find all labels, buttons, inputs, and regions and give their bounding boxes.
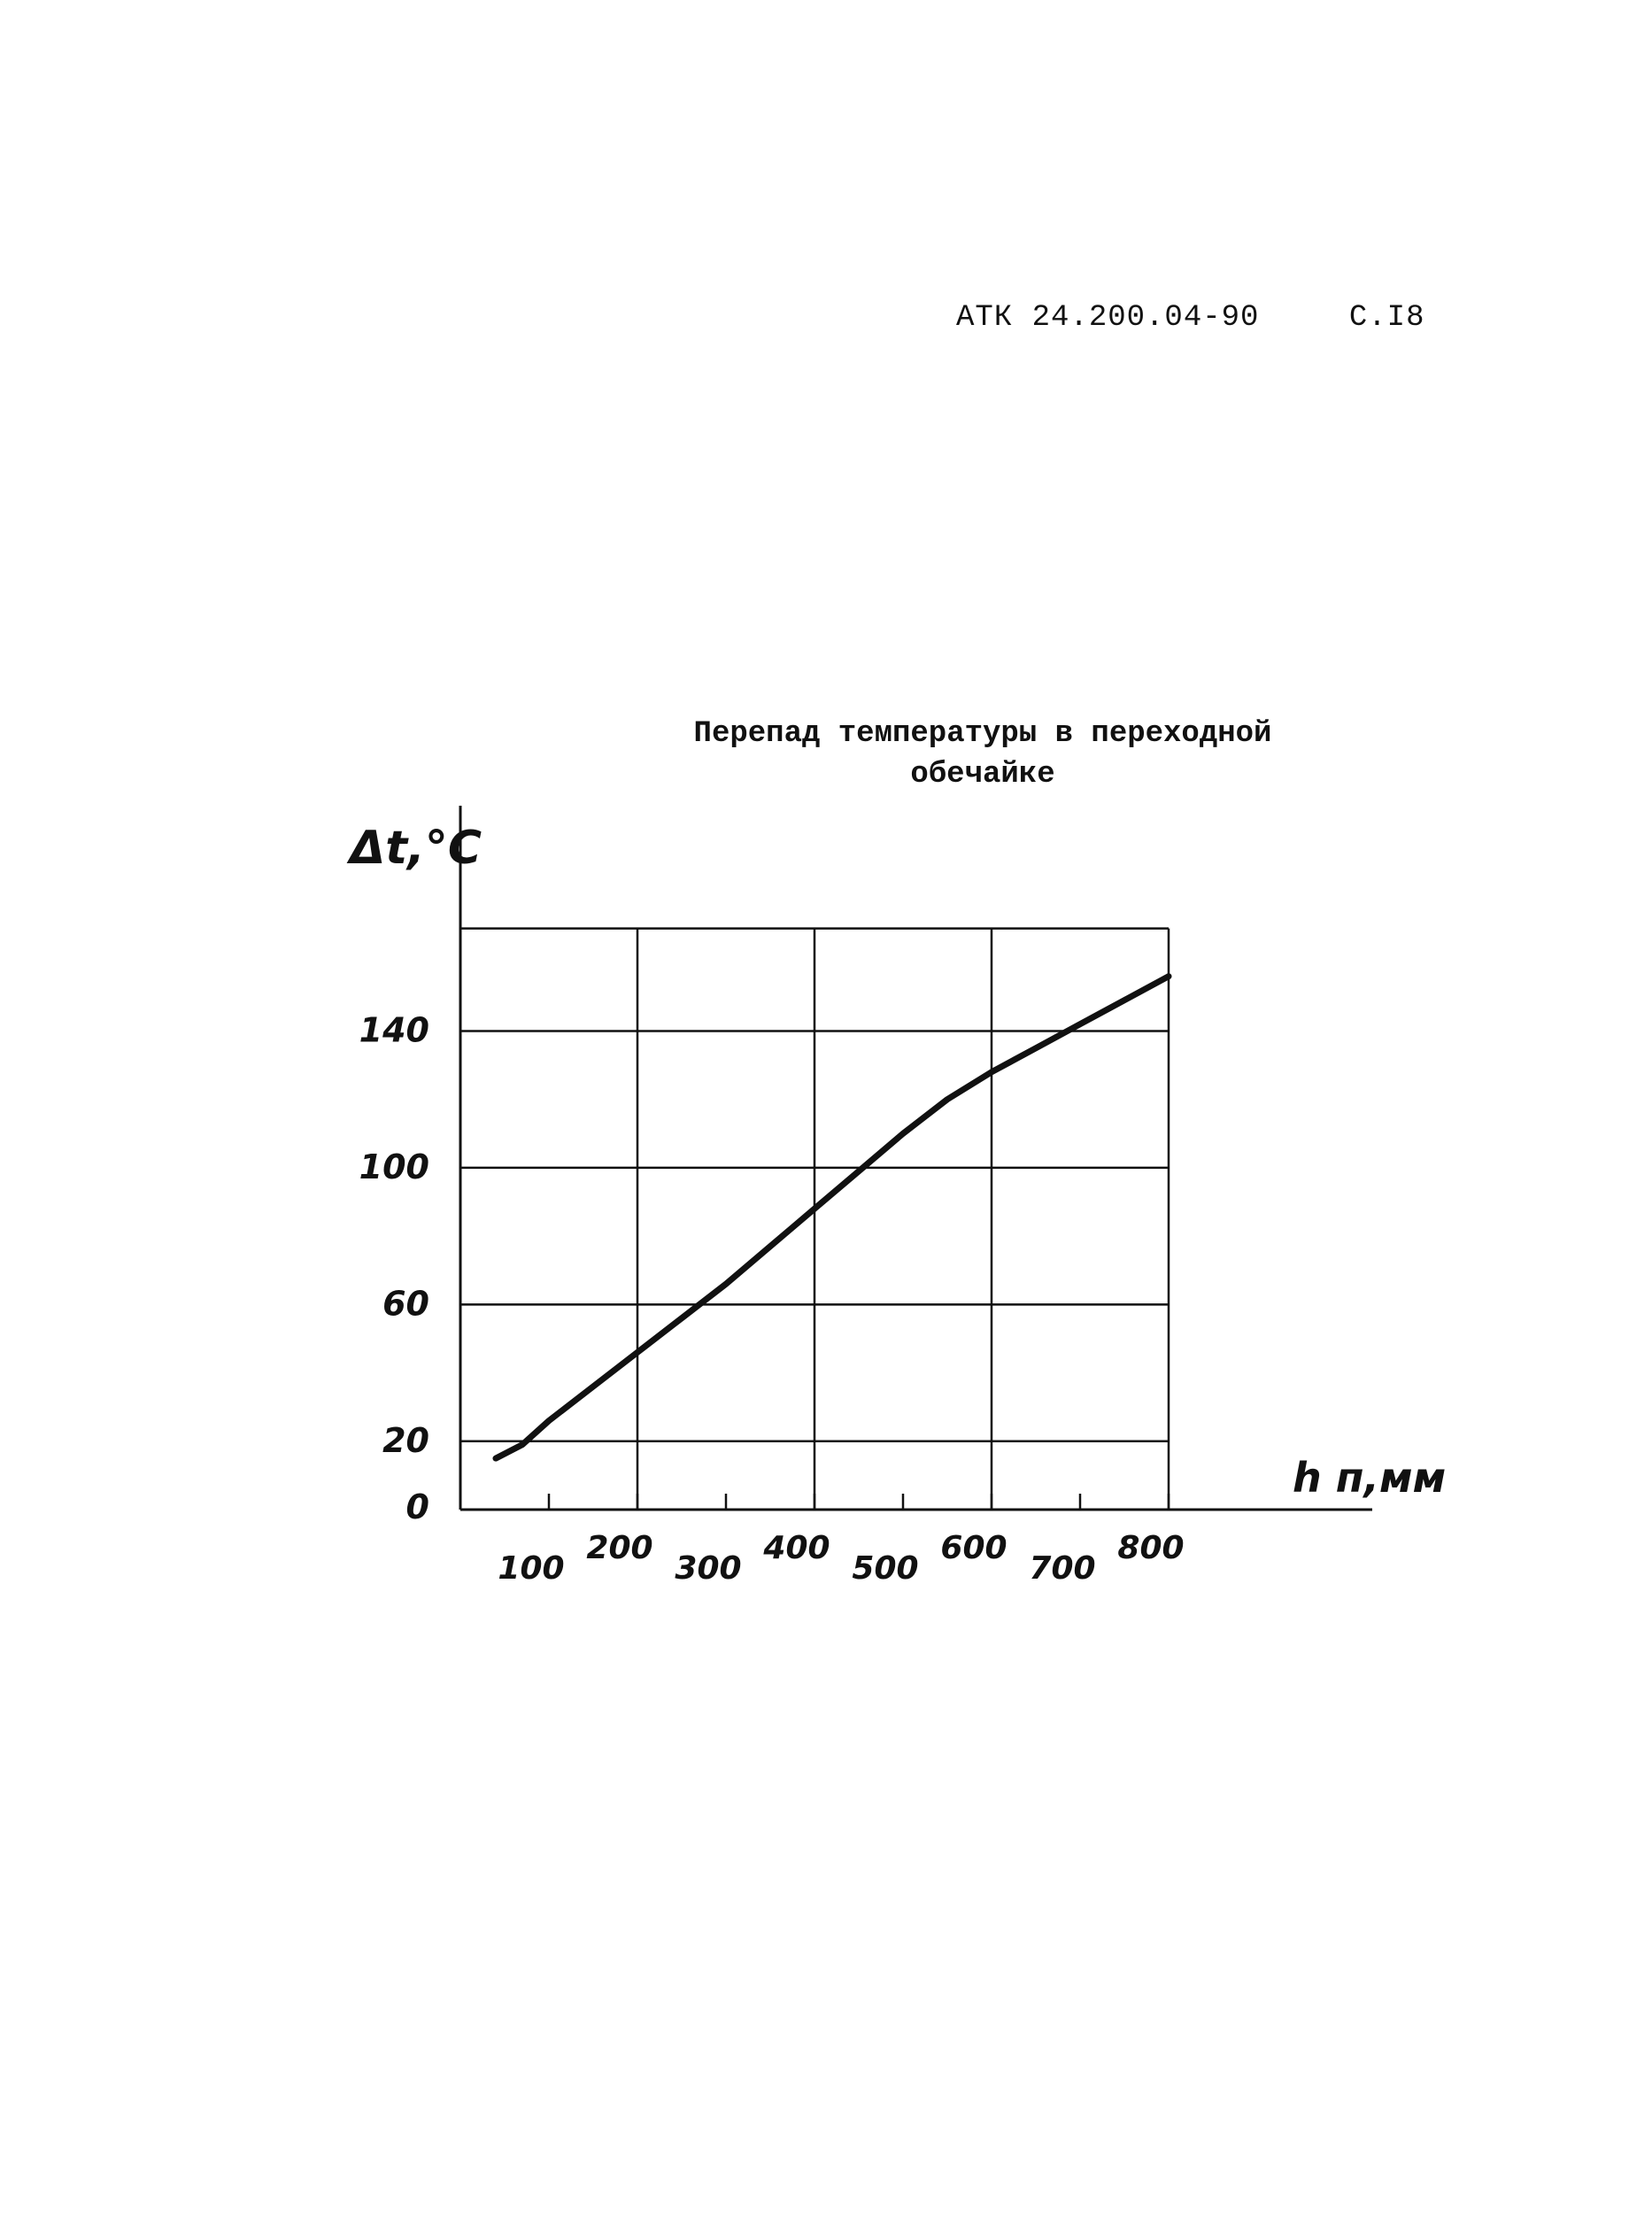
- y-tick-label-0: 0: [405, 1487, 429, 1526]
- series-line-0: [496, 977, 1169, 1458]
- page-number: С.I8: [1348, 301, 1425, 335]
- x-tick-label-6: 700: [1029, 1550, 1096, 1587]
- chart-title-line-1: Перепад температуры в переходной: [693, 717, 1272, 751]
- y-tick-label-1: 20: [382, 1420, 429, 1460]
- y-tick-label-3: 100: [359, 1147, 429, 1186]
- document-code: АТК 24.200.04-90: [956, 301, 1260, 335]
- x-tick-label-3: 400: [763, 1530, 830, 1566]
- series-layer: [496, 977, 1169, 1459]
- x-tick-label-1: 200: [586, 1530, 653, 1566]
- y-tick-label-2: 60: [382, 1284, 429, 1324]
- x-axis-label: h п,мм: [1293, 1454, 1447, 1502]
- axis-layer: [460, 806, 1372, 1510]
- y-tick-label-4: 140: [359, 1010, 429, 1050]
- chart-title-line-2: обечайке: [910, 758, 1055, 792]
- tick-layer: [359, 1010, 1185, 1587]
- y-axis-label: Δt,°C: [350, 822, 482, 875]
- x-tick-label-2: 300: [675, 1550, 742, 1587]
- x-tick-label-4: 500: [852, 1550, 919, 1587]
- x-tick-label-7: 800: [1117, 1530, 1185, 1566]
- grid-layer: [460, 929, 1169, 1510]
- x-tick-label-0: 100: [498, 1550, 565, 1587]
- x-tick-label-5: 600: [940, 1530, 1007, 1566]
